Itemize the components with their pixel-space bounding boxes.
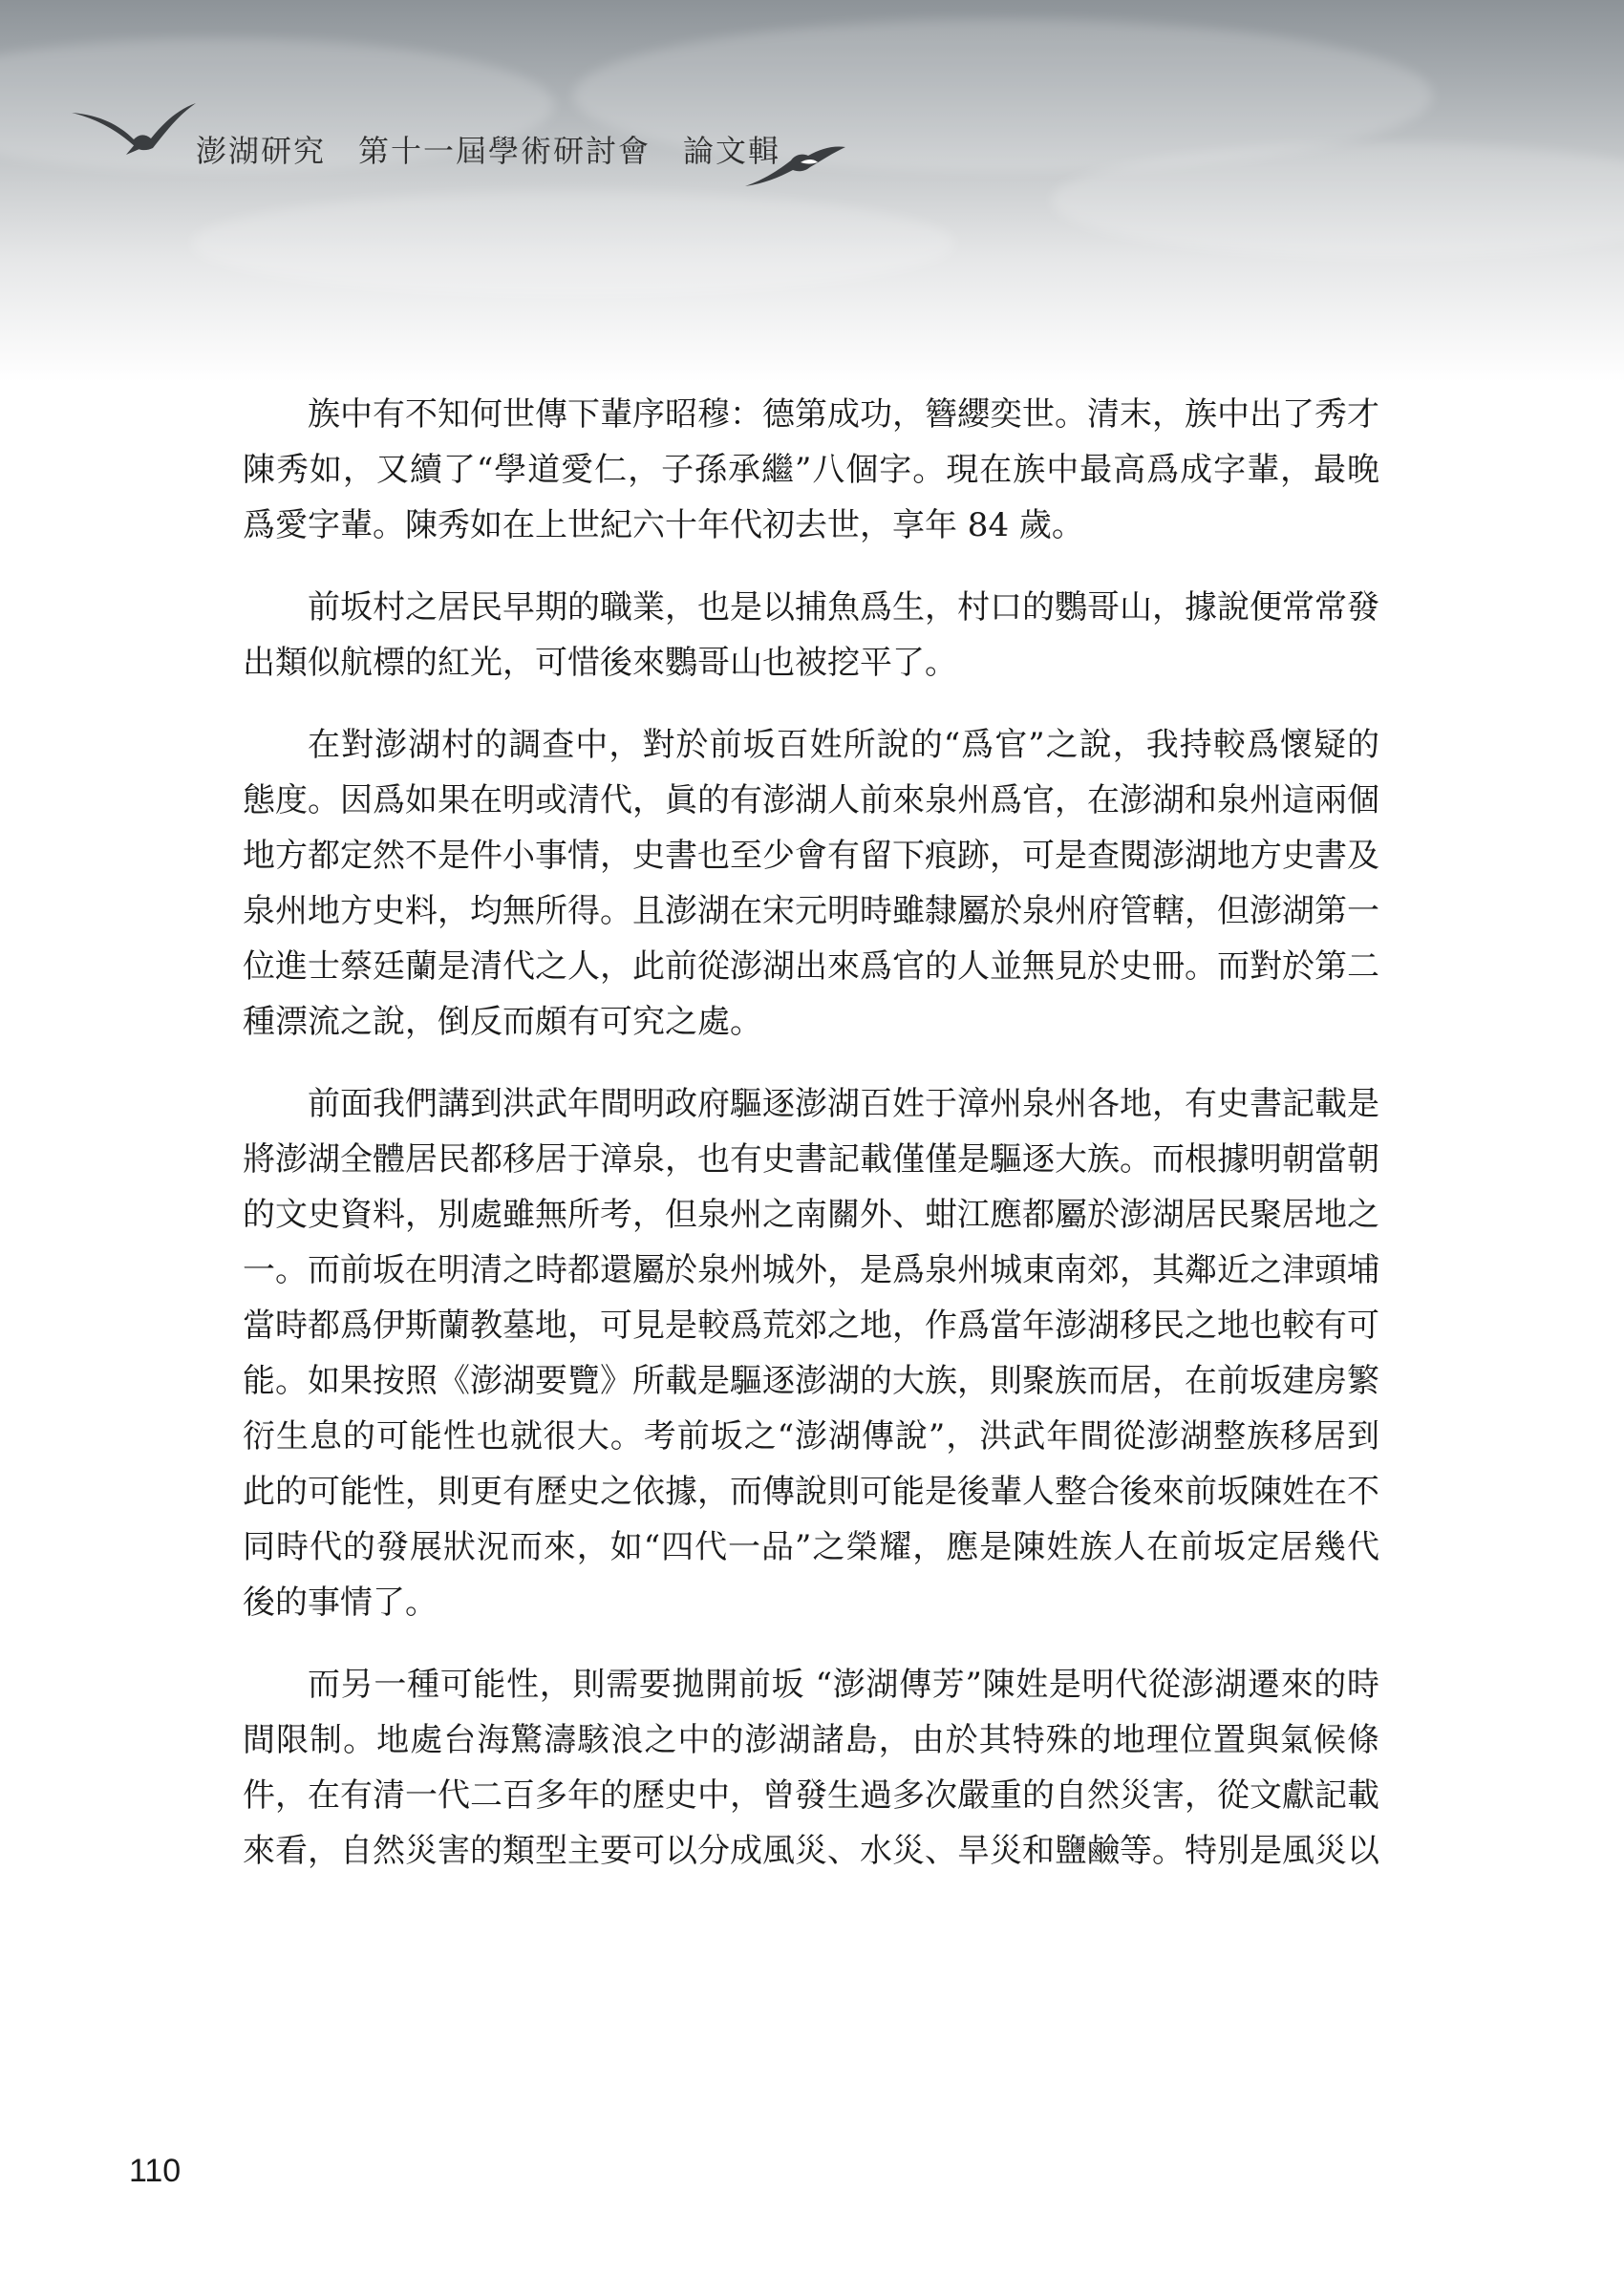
header-banner	[0, 0, 1624, 382]
paragraph: 前坂村之居民早期的職業，也是以捕魚爲生，村口的鸚哥山，據說便常常發出類似航標的紅光，可惜後來鸚哥山也被挖平了。	[243, 588, 1379, 682]
paragraph: 前面我們講到洪武年間明政府驅逐澎湖百姓于漳州泉州各地，有史書記載是將澎湖全體居民都移居于漳泉，也有史書記載僅僅是驅逐大族。而根據明朝當朝的文史資料，別處雖無所考，但泉州之南關外、蚶江應都屬於澎湖居民聚居地之一。而前坂在明清之時都還屬於泉州城外，是爲泉州城東南郊，其鄰近之津頭埔當時都爲伊斯蘭教墓地，可見是較爲荒郊之地，作爲當年澎湖移民之地也較有可能。如果按照《澎湖要覽》所載是驅逐澎湖的大族，則聚族而居，在前坂建房繁衍生息的可能性也就很大。考前坂之“澎湖傳說”，洪武年間從澎湖整族移居到此的可能性，則更有歷史之依據，而傳說則可能是後輩人整合後來前坂陳姓在不同時代的發展狀況而來，如“四代一品”之榮耀，應是陳姓族人在前坂定居幾代後的事情了。	[243, 1085, 1379, 1622]
paragraph: 在對澎湖村的調查中，對於前坂百姓所說的“爲官”之說，我持較爲懷疑的態度。因爲如果在明或清代，眞的有澎湖人前來泉州爲官，在澎湖和泉州這兩個地方都定然不是件小事情，史書也至少會有留下痕跡，可是查閱澎湖地方史書及泉州地方史料，均無所得。且澎湖在宋元明時雖隸屬於泉州府管轄，但澎湖第一位進士蔡廷蘭是清代之人，此前從澎湖出來爲官的人並無見於史冊。而對於第二種漂流之說，倒反而頗有可究之處。	[243, 726, 1379, 1041]
paragraph: 族中有不知何世傳下輩序昭穆：德第成功，簪纓奕世。清末，族中出了秀才陳秀如，又續了“學道愛仁，子孫承繼”八個字。現在族中最高爲成字輩，最晚爲愛字輩。陳秀如在上世紀六十年代初去世，享年 84 歲。	[243, 395, 1379, 544]
page-number: 110	[129, 2153, 182, 2189]
paragraph: 而另一種可能性，則需要拋開前坂 “澎湖傳芳”陳姓是明代從澎湖遷來的時間限制。地處台海驚濤駭浪之中的澎湖諸島，由於其特殊的地理位置與氣候條件，在有清一代二百多年的歷史中，曾發生過多次嚴重的自然災害，從文獻記載來看，自然災害的類型主要可以分成風災、水災、旱災和鹽鹼等。特別是風災以	[243, 1666, 1379, 1870]
running-header-title: 澎湖研究 第十一屆學術研討會 論文輯	[196, 133, 781, 169]
seagull-icon	[72, 103, 196, 155]
body-text	[243, 387, 1379, 1905]
seagull-birds-decoration	[0, 0, 1624, 248]
